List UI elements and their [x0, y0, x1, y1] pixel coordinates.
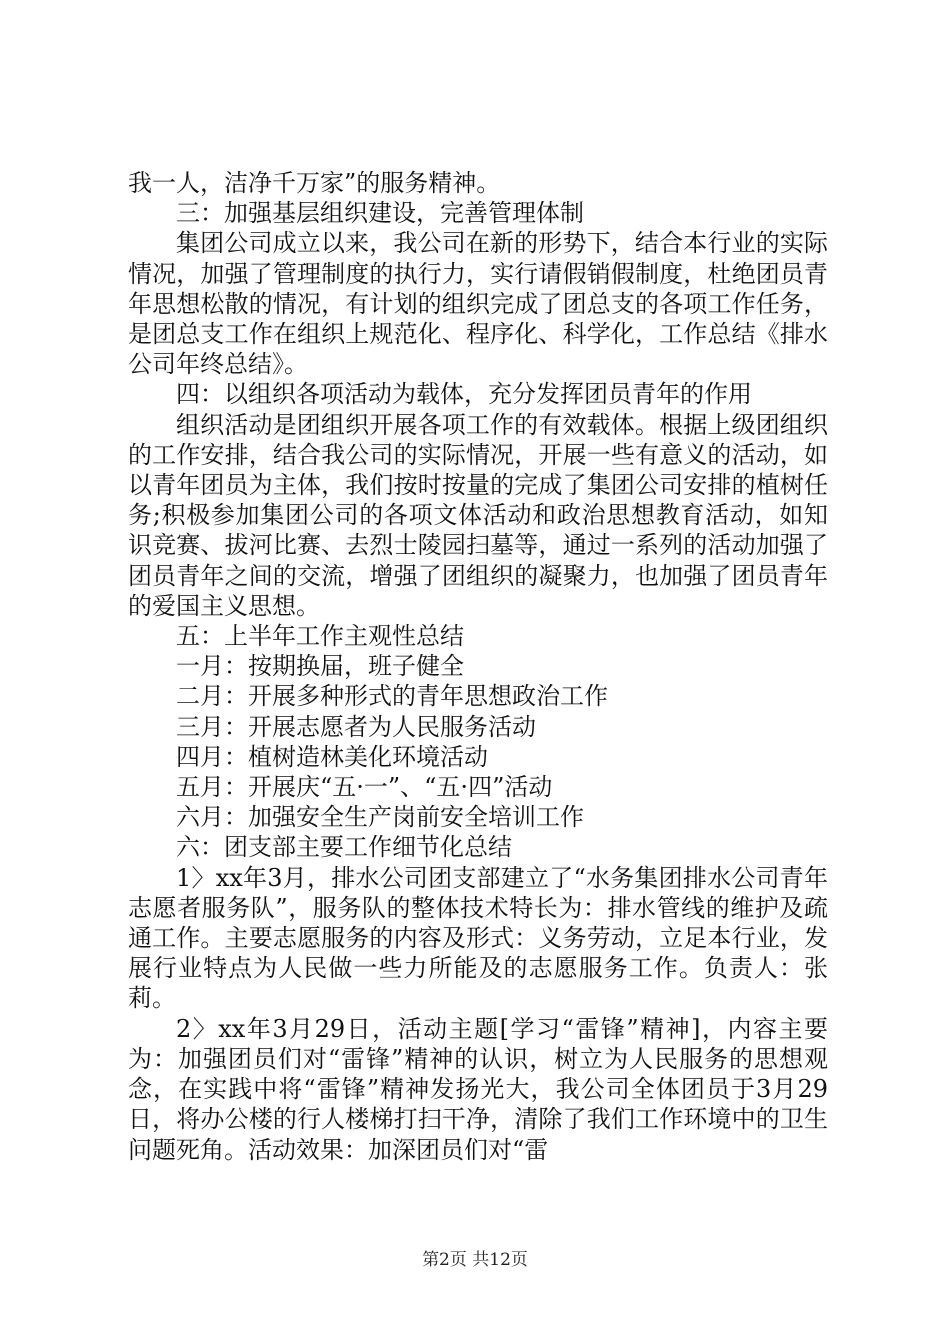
- paragraph: 2〉xx年3月29日，活动主题[学习“雷锋”精神]，内容主要为：加强团员们对“雷锋”精神的认识，树立为人民服务的思想观念，在实践中将“雷锋”精神发扬光大，我公司全体团员于3月29日，将办公楼的行人楼梯打扫干净，清除了我们工作环境中的卫生问题死角。活动效果：加深团员们对“雷: [128, 1014, 828, 1164]
- page-footer: 第2页 共12页: [422, 1250, 528, 1270]
- paragraph: 六：团支部主要工作细节化总结: [176, 833, 512, 862]
- paragraph: 一月：按期换届，班子健全: [176, 652, 464, 681]
- paragraph: 四月：植树造林美化环境活动: [176, 742, 488, 771]
- paragraph: 二月：开展多种形式的青年思想政治工作: [176, 682, 608, 711]
- paragraph: 我一人，洁净千万家”的服务精神。: [128, 169, 501, 197]
- paragraph: 五月：开展庆“五·一”、“五·四”活动: [176, 773, 553, 802]
- paragraph: 组织活动是团组织开展各项工作的有效载体。根据上级团组织的工作安排，结合我公司的实际情况，开展一些有意义的活动，如以青年团员为主体，我们按时按量的完成了集团公司安排的植树任务;积极参加集团公司的各项文体活动和政治思想教育活动，如知识竞赛、拔河比赛、去烈士陵园扫墓等，通过一系列的活动加强了团员青年之间的交流，增强了团组织的凝聚力，也加强了团员青年的爱国主义思想。: [128, 410, 828, 620]
- paragraph: 三：加强基层组织建设，完善管理体制: [176, 199, 584, 228]
- paragraph: 三月：开展志愿者为人民服务活动: [176, 712, 536, 741]
- document-body: [128, 168, 828, 1165]
- paragraph: 集团公司成立以来，我公司在新的形势下，结合本行业的实际情况，加强了管理制度的执行力，实行请假销假制度，杜绝团员青年思想松散的情况，有计划的组织完成了团总支的各项工作任务，是团总支工作在组织上规范化、程序化、科学化，工作总结《排水公司年终总结》。: [128, 229, 828, 379]
- paragraph: 五：上半年工作主观性总结: [176, 622, 464, 651]
- paragraph: 四：以组织各项活动为载体，充分发挥团员青年的作用: [176, 380, 752, 409]
- paragraph: 1〉xx年3月，排水公司团支部建立了“水务集团排水公司青年志愿者服务队”，服务队的整体技术特长为：排水管线的维护及疏通工作。主要志愿服务的内容及形式：义务劳动，立足本行业，发展行业特点为人民做一些力所能及的志愿服务工作。负责人：张莉。: [128, 863, 828, 1013]
- paragraph: 六月：加强安全生产岗前安全培训工作: [176, 803, 584, 832]
